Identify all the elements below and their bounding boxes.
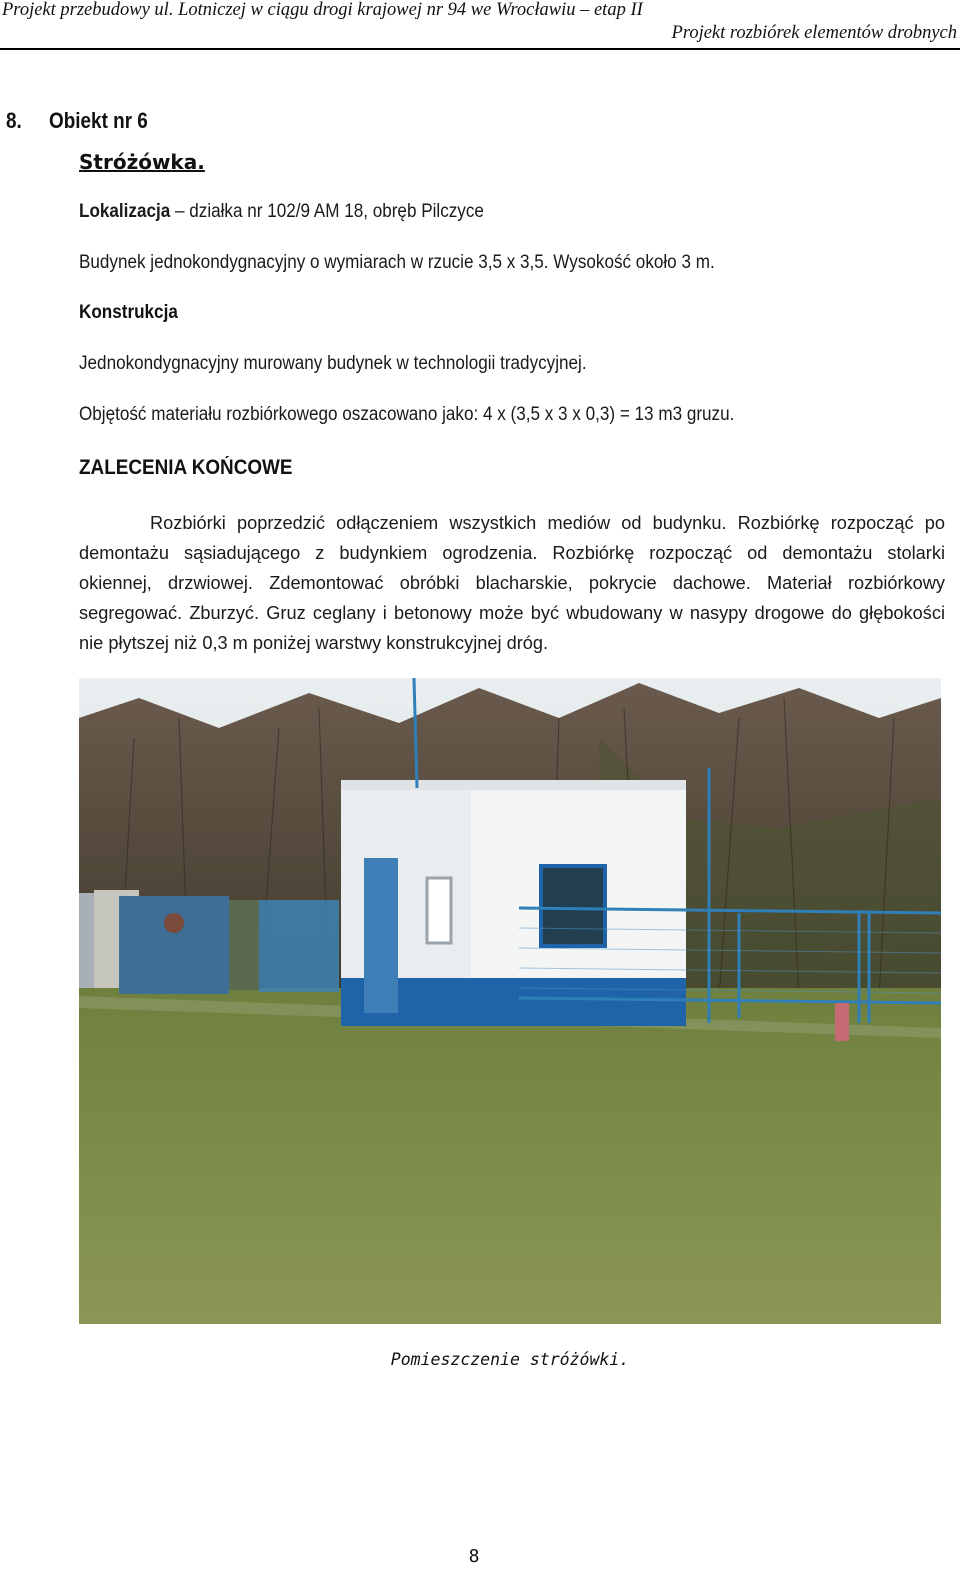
page-number: 8: [468, 1546, 480, 1567]
location-label: Lokalizacja: [79, 201, 171, 222]
guardhouse-photo: [79, 678, 941, 1324]
guardhouse-door: [364, 858, 398, 1013]
paragraph-line: segregować. Zburzyć. Gruz ceglany i betonowy może być wbudowany w nasypy drogowe do głębokości: [79, 603, 945, 623]
location-line: [79, 201, 484, 223]
construction-line-2: Objętość materiału rozbiórkowego oszacowano jako: 4 x (3,5 x 3 x 0,3) = 13 m3 gruzu.: [79, 404, 735, 425]
guardhouse-small-window: [427, 878, 451, 943]
fire-hydrant: [835, 1003, 849, 1041]
object-name: Stróżówka.: [79, 150, 205, 174]
header-document-title: Projekt rozbiórek elementów drobnych: [671, 23, 957, 43]
page-header: [0, 0, 960, 50]
paragraph-line: okiennej, drzwiowej. Zdemontować obróbki blacharskie, pokrycie dachowe. Materiał rozbiórkowy: [79, 573, 945, 593]
containers: [79, 890, 339, 994]
recommendations-heading: ZALECENIA KOŃCOWE: [79, 456, 293, 479]
guardhouse-window: [541, 866, 605, 946]
recommendations-paragraph: [79, 508, 945, 658]
paragraph-line: demontażu sąsiadującego z budynkiem ogrodzenia. Rozbiórkę rozpocząć od demontażu stolarki: [79, 543, 945, 563]
paragraph-line: Rozbiórki poprzedzić odłączeniem wszystkich mediów od budynku. Rozbiórkę rozpocząć po: [150, 513, 945, 533]
construction-line-1: Jednokondygnacyjny murowany budynek w technologii tradycyjnej.: [79, 353, 587, 374]
location-text: – działka nr 102/9 AM 18, obręb Pilczyce: [170, 201, 484, 222]
section-number: 8.: [6, 108, 22, 133]
grass-field: [79, 988, 941, 1324]
header-project-title: Projekt przebudowy ul. Lotniczej w ciągu drogi krajowej nr 94 we Wrocławiu – etap II: [2, 0, 643, 20]
photo-caption: Pomieszczenie stróżówki.: [390, 1350, 630, 1369]
construction-heading: Konstrukcja: [79, 302, 178, 323]
photo-illustration: [79, 678, 941, 1324]
building-description: Budynek jednokondygnacyjny o wymiarach w rzucie 3,5 x 3,5. Wysokość około 3 m.: [79, 252, 715, 273]
section-title: Obiekt nr 6: [49, 108, 148, 133]
paragraph-line: nie płytszej niż 0,3 m poniżej warstwy konstrukcyjnej dróg.: [79, 633, 549, 653]
